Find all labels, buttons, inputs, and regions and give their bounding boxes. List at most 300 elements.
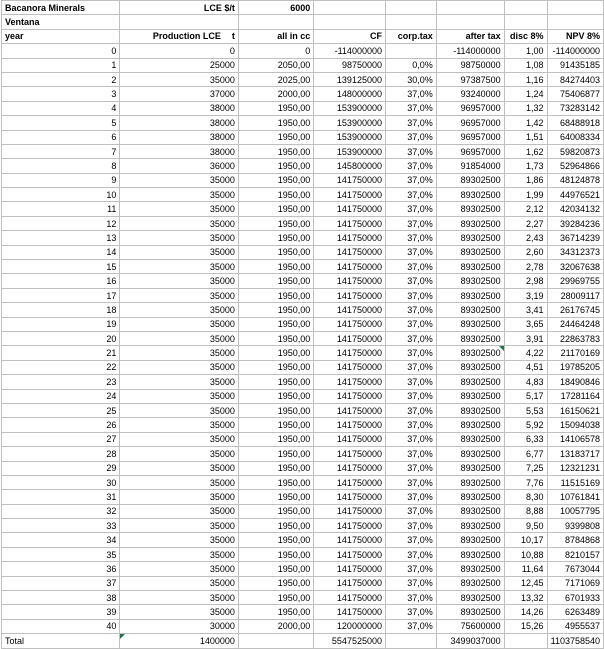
empty-cell[interactable] (385, 634, 436, 648)
year-cell[interactable]: 8 (2, 159, 120, 173)
discount-factor-cell[interactable]: 2,43 (504, 231, 547, 245)
cash-flow-cell[interactable]: 141750000 (314, 360, 386, 374)
production-cell[interactable]: 35000 (120, 202, 238, 216)
production-cell[interactable]: 35000 (120, 447, 238, 461)
after-tax-cell[interactable]: 89302500 (436, 274, 504, 288)
after-tax-cell[interactable]: 89302500 (436, 231, 504, 245)
all-in-cost-cell[interactable]: 1950,00 (238, 274, 313, 288)
corp-tax-cell[interactable]: 37,0% (385, 346, 436, 360)
production-cell[interactable]: 35000 (120, 274, 238, 288)
discount-factor-cell[interactable]: 1,62 (504, 144, 547, 158)
discount-factor-cell[interactable]: 8,88 (504, 504, 547, 518)
all-in-cost-cell[interactable]: 2000,00 (238, 87, 313, 101)
npv-cell[interactable]: 42034132 (547, 202, 603, 216)
production-cell[interactable]: 25000 (120, 58, 238, 72)
discount-factor-cell[interactable]: 1,73 (504, 159, 547, 173)
cash-flow-cell[interactable]: 141750000 (314, 432, 386, 446)
header-after-tax[interactable]: after tax (436, 29, 504, 43)
npv-cell[interactable]: 59820873 (547, 144, 603, 158)
totals-label-cell[interactable]: Total (2, 634, 120, 648)
header-discount[interactable]: disc 8% (504, 29, 547, 43)
corp-tax-cell[interactable]: 37,0% (385, 432, 436, 446)
year-cell[interactable]: 34 (2, 533, 120, 547)
cash-flow-cell[interactable]: 141750000 (314, 303, 386, 317)
empty-cell[interactable] (385, 15, 436, 29)
year-cell[interactable]: 30 (2, 475, 120, 489)
corp-tax-cell[interactable]: 37,0% (385, 605, 436, 619)
corp-tax-cell[interactable]: 37,0% (385, 245, 436, 259)
npv-cell[interactable]: 68488918 (547, 116, 603, 130)
cash-flow-cell[interactable]: 141750000 (314, 591, 386, 605)
all-in-cost-cell[interactable]: 1950,00 (238, 375, 313, 389)
discount-factor-cell[interactable]: 1,08 (504, 58, 547, 72)
production-cell[interactable]: 35000 (120, 547, 238, 561)
all-in-cost-cell[interactable]: 1950,00 (238, 547, 313, 561)
production-cell[interactable]: 0 (120, 44, 238, 58)
after-tax-cell[interactable]: 89302500 (436, 475, 504, 489)
production-cell[interactable]: 35000 (120, 375, 238, 389)
production-cell[interactable]: 35000 (120, 288, 238, 302)
after-tax-cell[interactable]: 89302500 (436, 490, 504, 504)
cash-flow-cell[interactable]: 141750000 (314, 562, 386, 576)
production-cell[interactable]: 35000 (120, 576, 238, 590)
all-in-cost-cell[interactable]: 1950,00 (238, 288, 313, 302)
empty-cell[interactable] (385, 1, 436, 15)
corp-tax-cell[interactable]: 37,0% (385, 216, 436, 230)
year-cell[interactable]: 12 (2, 216, 120, 230)
npv-cell[interactable]: 32067638 (547, 260, 603, 274)
cash-flow-cell[interactable]: 141750000 (314, 274, 386, 288)
after-tax-cell[interactable]: 89302500 (436, 519, 504, 533)
npv-cell[interactable]: 48124878 (547, 173, 603, 187)
total-cash-flow-cell[interactable]: 5547525000 (314, 634, 386, 648)
year-cell[interactable]: 0 (2, 44, 120, 58)
production-cell[interactable]: 35000 (120, 317, 238, 331)
discount-factor-cell[interactable]: 2,12 (504, 202, 547, 216)
corp-tax-cell[interactable]: 37,0% (385, 490, 436, 504)
year-cell[interactable]: 37 (2, 576, 120, 590)
corp-tax-cell[interactable]: 30,0% (385, 72, 436, 86)
after-tax-cell[interactable]: 97387500 (436, 72, 504, 86)
corp-tax-cell[interactable]: 37,0% (385, 144, 436, 158)
all-in-cost-cell[interactable]: 2050,00 (238, 58, 313, 72)
npv-cell[interactable]: 73283142 (547, 101, 603, 115)
discount-factor-cell[interactable]: 2,98 (504, 274, 547, 288)
cash-flow-cell[interactable]: 141750000 (314, 346, 386, 360)
discount-factor-cell[interactable]: 2,27 (504, 216, 547, 230)
header-npv[interactable]: NPV 8% (547, 29, 603, 43)
all-in-cost-cell[interactable]: 1950,00 (238, 576, 313, 590)
year-cell[interactable]: 29 (2, 461, 120, 475)
discount-factor-cell[interactable]: 4,51 (504, 360, 547, 374)
cash-flow-cell[interactable]: 153900000 (314, 144, 386, 158)
discount-factor-cell[interactable]: 15,26 (504, 619, 547, 633)
after-tax-cell[interactable]: -114000000 (436, 44, 504, 58)
production-cell[interactable]: 35000 (120, 173, 238, 187)
discount-factor-cell[interactable]: 1,32 (504, 101, 547, 115)
corp-tax-cell[interactable]: 37,0% (385, 288, 436, 302)
year-cell[interactable]: 18 (2, 303, 120, 317)
npv-cell[interactable]: 15094038 (547, 418, 603, 432)
year-cell[interactable]: 26 (2, 418, 120, 432)
corp-tax-cell[interactable]: 37,0% (385, 159, 436, 173)
after-tax-cell[interactable]: 89302500 (436, 331, 504, 345)
corp-tax-cell[interactable]: 37,0% (385, 447, 436, 461)
corp-tax-cell[interactable]: 37,0% (385, 202, 436, 216)
discount-factor-cell[interactable]: 2,78 (504, 260, 547, 274)
cash-flow-cell[interactable]: 148000000 (314, 87, 386, 101)
after-tax-cell[interactable]: 89302500 (436, 547, 504, 561)
cash-flow-cell[interactable]: 141750000 (314, 504, 386, 518)
production-cell[interactable]: 35000 (120, 216, 238, 230)
corp-tax-cell[interactable]: 37,0% (385, 331, 436, 345)
after-tax-cell[interactable]: 89302500 (436, 173, 504, 187)
all-in-cost-cell[interactable]: 1950,00 (238, 231, 313, 245)
discount-factor-cell[interactable]: 10,17 (504, 533, 547, 547)
corp-tax-cell[interactable]: 37,0% (385, 173, 436, 187)
discount-factor-cell[interactable]: 6,77 (504, 447, 547, 461)
all-in-cost-cell[interactable]: 0 (238, 44, 313, 58)
header-cash-flow[interactable]: CF (314, 29, 386, 43)
corp-tax-cell[interactable]: 37,0% (385, 130, 436, 144)
price-value-cell[interactable]: 6000 (238, 1, 313, 15)
cash-flow-cell[interactable]: 141750000 (314, 288, 386, 302)
year-cell[interactable]: 32 (2, 504, 120, 518)
cash-flow-cell[interactable]: 141750000 (314, 375, 386, 389)
corp-tax-cell[interactable]: 37,0% (385, 562, 436, 576)
npv-cell[interactable]: 19785205 (547, 360, 603, 374)
corp-tax-cell[interactable]: 37,0% (385, 547, 436, 561)
year-cell[interactable]: 2 (2, 72, 120, 86)
npv-cell[interactable]: 75406877 (547, 87, 603, 101)
after-tax-cell[interactable]: 89302500 (436, 461, 504, 475)
discount-factor-cell[interactable]: 1,86 (504, 173, 547, 187)
production-cell[interactable]: 38000 (120, 130, 238, 144)
after-tax-cell[interactable]: 89302500 (436, 202, 504, 216)
all-in-cost-cell[interactable]: 1950,00 (238, 418, 313, 432)
year-cell[interactable]: 9 (2, 173, 120, 187)
corp-tax-cell[interactable]: 37,0% (385, 188, 436, 202)
cash-flow-cell[interactable]: 141750000 (314, 605, 386, 619)
year-cell[interactable]: 35 (2, 547, 120, 561)
empty-cell[interactable] (314, 1, 386, 15)
corp-tax-cell[interactable]: 37,0% (385, 231, 436, 245)
npv-cell[interactable]: 12321231 (547, 461, 603, 475)
year-cell[interactable]: 5 (2, 116, 120, 130)
npv-cell[interactable]: 52964866 (547, 159, 603, 173)
year-cell[interactable]: 33 (2, 519, 120, 533)
all-in-cost-cell[interactable]: 1950,00 (238, 216, 313, 230)
production-cell[interactable]: 35000 (120, 303, 238, 317)
after-tax-cell[interactable]: 91854000 (436, 159, 504, 173)
all-in-cost-cell[interactable]: 1950,00 (238, 159, 313, 173)
corp-tax-cell[interactable]: 37,0% (385, 576, 436, 590)
production-cell[interactable]: 35000 (120, 231, 238, 245)
corp-tax-cell[interactable]: 37,0% (385, 519, 436, 533)
after-tax-cell[interactable]: 89302500 (436, 216, 504, 230)
empty-cell[interactable] (314, 15, 386, 29)
all-in-cost-cell[interactable]: 1950,00 (238, 130, 313, 144)
npv-cell[interactable]: 10761841 (547, 490, 603, 504)
cash-flow-cell[interactable]: 141750000 (314, 202, 386, 216)
production-cell[interactable]: 35000 (120, 403, 238, 417)
npv-cell[interactable]: 26176745 (547, 303, 603, 317)
cash-flow-cell[interactable]: 141750000 (314, 519, 386, 533)
production-cell[interactable]: 35000 (120, 533, 238, 547)
year-cell[interactable]: 31 (2, 490, 120, 504)
production-cell[interactable]: 35000 (120, 461, 238, 475)
npv-cell[interactable]: 7171069 (547, 576, 603, 590)
all-in-cost-cell[interactable]: 1950,00 (238, 202, 313, 216)
corp-tax-cell[interactable]: 37,0% (385, 375, 436, 389)
production-cell[interactable]: 35000 (120, 188, 238, 202)
npv-cell[interactable]: 8210157 (547, 547, 603, 561)
npv-cell[interactable]: 29969755 (547, 274, 603, 288)
all-in-cost-cell[interactable]: 2000,00 (238, 619, 313, 633)
year-cell[interactable]: 16 (2, 274, 120, 288)
discount-factor-cell[interactable]: 12,45 (504, 576, 547, 590)
header-production[interactable] (120, 29, 238, 43)
corp-tax-cell[interactable] (385, 44, 436, 58)
npv-cell[interactable]: 4955537 (547, 619, 603, 633)
npv-cell[interactable]: 91435185 (547, 58, 603, 72)
after-tax-cell[interactable]: 89302500 (436, 533, 504, 547)
all-in-cost-cell[interactable]: 1950,00 (238, 360, 313, 374)
corp-tax-cell[interactable]: 37,0% (385, 116, 436, 130)
cash-flow-cell[interactable]: 141750000 (314, 245, 386, 259)
cash-flow-cell[interactable]: 141750000 (314, 576, 386, 590)
after-tax-cell[interactable]: 89302500 (436, 576, 504, 590)
production-cell[interactable]: 37000 (120, 87, 238, 101)
all-in-cost-cell[interactable]: 1950,00 (238, 562, 313, 576)
year-cell[interactable]: 11 (2, 202, 120, 216)
corp-tax-cell[interactable]: 37,0% (385, 303, 436, 317)
after-tax-cell[interactable]: 89302500 (436, 403, 504, 417)
cash-flow-cell[interactable]: 141750000 (314, 389, 386, 403)
discount-factor-cell[interactable]: 1,16 (504, 72, 547, 86)
cash-flow-cell[interactable]: 141750000 (314, 403, 386, 417)
npv-cell[interactable]: -114000000 (547, 44, 603, 58)
cash-flow-cell[interactable]: 141750000 (314, 331, 386, 345)
discount-factor-cell[interactable]: 4,22 (504, 346, 547, 360)
discount-factor-cell[interactable]: 14,26 (504, 605, 547, 619)
discount-factor-cell[interactable]: 1,51 (504, 130, 547, 144)
production-cell[interactable]: 35000 (120, 562, 238, 576)
after-tax-cell[interactable]: 89302500 (436, 591, 504, 605)
empty-cell[interactable] (504, 15, 547, 29)
cash-flow-cell[interactable]: 153900000 (314, 116, 386, 130)
after-tax-cell[interactable]: 96957000 (436, 116, 504, 130)
discount-factor-cell[interactable]: 2,60 (504, 245, 547, 259)
corp-tax-cell[interactable]: 37,0% (385, 504, 436, 518)
npv-cell[interactable]: 84274403 (547, 72, 603, 86)
production-cell[interactable]: 35000 (120, 331, 238, 345)
all-in-cost-cell[interactable]: 1950,00 (238, 591, 313, 605)
discount-factor-cell[interactable]: 5,17 (504, 389, 547, 403)
npv-cell[interactable]: 24464248 (547, 317, 603, 331)
npv-cell[interactable]: 44976521 (547, 188, 603, 202)
cash-flow-cell[interactable]: 145800000 (314, 159, 386, 173)
npv-cell[interactable]: 34312373 (547, 245, 603, 259)
production-cell[interactable]: 36000 (120, 159, 238, 173)
cash-flow-cell[interactable]: 153900000 (314, 130, 386, 144)
npv-cell[interactable]: 16150621 (547, 403, 603, 417)
npv-cell[interactable]: 6263489 (547, 605, 603, 619)
empty-cell[interactable] (547, 1, 603, 15)
production-cell[interactable]: 35000 (120, 475, 238, 489)
discount-factor-cell[interactable]: 3,41 (504, 303, 547, 317)
year-cell[interactable]: 7 (2, 144, 120, 158)
corp-tax-cell[interactable]: 37,0% (385, 403, 436, 417)
cash-flow-cell[interactable]: 141750000 (314, 533, 386, 547)
discount-factor-cell[interactable]: 1,00 (504, 44, 547, 58)
discount-factor-cell[interactable]: 8,30 (504, 490, 547, 504)
npv-cell[interactable]: 6701933 (547, 591, 603, 605)
after-tax-cell[interactable]: 89302500 (436, 375, 504, 389)
all-in-cost-cell[interactable]: 1950,00 (238, 245, 313, 259)
cash-flow-cell[interactable]: -114000000 (314, 44, 386, 58)
discount-factor-cell[interactable]: 7,76 (504, 475, 547, 489)
after-tax-cell[interactable]: 89302500 (436, 605, 504, 619)
year-cell[interactable]: 10 (2, 188, 120, 202)
after-tax-cell[interactable]: 89302500 (436, 188, 504, 202)
all-in-cost-cell[interactable]: 1950,00 (238, 605, 313, 619)
header-all-in-cost[interactable]: all in cc (238, 29, 313, 43)
after-tax-cell[interactable]: 93240000 (436, 87, 504, 101)
discount-factor-cell[interactable]: 11,64 (504, 562, 547, 576)
after-tax-cell[interactable]: 89302500 (436, 360, 504, 374)
year-cell[interactable]: 20 (2, 331, 120, 345)
cash-flow-cell[interactable]: 120000000 (314, 619, 386, 633)
after-tax-cell[interactable]: 75600000 (436, 619, 504, 633)
year-cell[interactable]: 1 (2, 58, 120, 72)
cash-flow-cell[interactable]: 141750000 (314, 317, 386, 331)
npv-cell[interactable]: 11515169 (547, 475, 603, 489)
cash-flow-cell[interactable]: 139125000 (314, 72, 386, 86)
production-cell[interactable]: 35000 (120, 605, 238, 619)
year-cell[interactable]: 14 (2, 245, 120, 259)
npv-cell[interactable]: 39284236 (547, 216, 603, 230)
year-cell[interactable]: 22 (2, 360, 120, 374)
corp-tax-cell[interactable]: 37,0% (385, 317, 436, 331)
all-in-cost-cell[interactable]: 1950,00 (238, 260, 313, 274)
production-cell[interactable]: 38000 (120, 101, 238, 115)
discount-factor-cell[interactable]: 3,91 (504, 331, 547, 345)
empty-cell[interactable] (504, 1, 547, 15)
corp-tax-cell[interactable]: 37,0% (385, 389, 436, 403)
year-cell[interactable]: 24 (2, 389, 120, 403)
year-cell[interactable]: 28 (2, 447, 120, 461)
discount-factor-cell[interactable]: 7,25 (504, 461, 547, 475)
discount-factor-cell[interactable]: 9,50 (504, 519, 547, 533)
production-cell[interactable]: 30000 (120, 619, 238, 633)
year-cell[interactable]: 38 (2, 591, 120, 605)
after-tax-cell[interactable]: 96957000 (436, 144, 504, 158)
discount-factor-cell[interactable]: 1,24 (504, 87, 547, 101)
npv-cell[interactable]: 7673044 (547, 562, 603, 576)
discount-factor-cell[interactable]: 6,33 (504, 432, 547, 446)
discount-factor-cell[interactable]: 13,32 (504, 591, 547, 605)
corp-tax-cell[interactable]: 37,0% (385, 274, 436, 288)
cash-flow-cell[interactable]: 141750000 (314, 461, 386, 475)
after-tax-cell[interactable]: 89302500 (436, 245, 504, 259)
npv-cell[interactable]: 8784868 (547, 533, 603, 547)
year-cell[interactable]: 4 (2, 101, 120, 115)
production-cell[interactable]: 35000 (120, 490, 238, 504)
cash-flow-cell[interactable]: 141750000 (314, 173, 386, 187)
production-cell[interactable]: 35000 (120, 432, 238, 446)
discount-factor-cell[interactable]: 4,83 (504, 375, 547, 389)
production-cell[interactable]: 35000 (120, 245, 238, 259)
after-tax-cell[interactable]: 89302500 (436, 504, 504, 518)
all-in-cost-cell[interactable]: 1950,00 (238, 331, 313, 345)
after-tax-cell[interactable]: 89302500 (436, 346, 504, 360)
all-in-cost-cell[interactable]: 1950,00 (238, 144, 313, 158)
all-in-cost-cell[interactable]: 1950,00 (238, 447, 313, 461)
npv-cell[interactable]: 13183717 (547, 447, 603, 461)
cash-flow-cell[interactable]: 98750000 (314, 58, 386, 72)
all-in-cost-cell[interactable]: 1950,00 (238, 490, 313, 504)
year-cell[interactable]: 6 (2, 130, 120, 144)
total-production-cell[interactable]: 1400000 (120, 634, 238, 648)
empty-cell[interactable] (238, 15, 313, 29)
all-in-cost-cell[interactable]: 1950,00 (238, 303, 313, 317)
all-in-cost-cell[interactable]: 1950,00 (238, 504, 313, 518)
after-tax-cell[interactable]: 89302500 (436, 260, 504, 274)
all-in-cost-cell[interactable]: 1950,00 (238, 188, 313, 202)
empty-cell[interactable] (504, 634, 547, 648)
empty-cell[interactable] (436, 1, 504, 15)
corp-tax-cell[interactable]: 37,0% (385, 475, 436, 489)
cash-flow-cell[interactable]: 141750000 (314, 475, 386, 489)
after-tax-cell[interactable]: 89302500 (436, 389, 504, 403)
empty-cell[interactable] (120, 15, 238, 29)
cash-flow-cell[interactable]: 141750000 (314, 447, 386, 461)
all-in-cost-cell[interactable]: 1950,00 (238, 461, 313, 475)
cash-flow-cell[interactable]: 141750000 (314, 216, 386, 230)
year-cell[interactable]: 36 (2, 562, 120, 576)
after-tax-cell[interactable]: 89302500 (436, 288, 504, 302)
after-tax-cell[interactable]: 89302500 (436, 432, 504, 446)
after-tax-cell[interactable]: 89302500 (436, 418, 504, 432)
corp-tax-cell[interactable]: 37,0% (385, 619, 436, 633)
year-cell[interactable]: 21 (2, 346, 120, 360)
after-tax-cell[interactable]: 96957000 (436, 101, 504, 115)
production-cell[interactable]: 35000 (120, 72, 238, 86)
corp-tax-cell[interactable]: 37,0% (385, 591, 436, 605)
all-in-cost-cell[interactable]: 1950,00 (238, 475, 313, 489)
cash-flow-cell[interactable]: 141750000 (314, 188, 386, 202)
production-cell[interactable]: 38000 (120, 116, 238, 130)
all-in-cost-cell[interactable]: 1950,00 (238, 403, 313, 417)
production-cell[interactable]: 35000 (120, 418, 238, 432)
all-in-cost-cell[interactable]: 1950,00 (238, 389, 313, 403)
production-cell[interactable]: 35000 (120, 504, 238, 518)
corp-tax-cell[interactable]: 37,0% (385, 101, 436, 115)
npv-cell[interactable]: 36714239 (547, 231, 603, 245)
production-cell[interactable]: 35000 (120, 260, 238, 274)
after-tax-cell[interactable]: 96957000 (436, 130, 504, 144)
all-in-cost-cell[interactable]: 1950,00 (238, 317, 313, 331)
cash-flow-cell[interactable]: 141750000 (314, 260, 386, 274)
price-label-cell[interactable]: LCE $/t (120, 1, 238, 15)
production-cell[interactable]: 35000 (120, 360, 238, 374)
npv-cell[interactable]: 14106578 (547, 432, 603, 446)
total-npv-cell[interactable]: 1103758540 (547, 634, 603, 648)
year-cell[interactable]: 15 (2, 260, 120, 274)
company-name-cell[interactable]: Bacanora Minerals (2, 1, 120, 15)
after-tax-cell[interactable]: 89302500 (436, 447, 504, 461)
